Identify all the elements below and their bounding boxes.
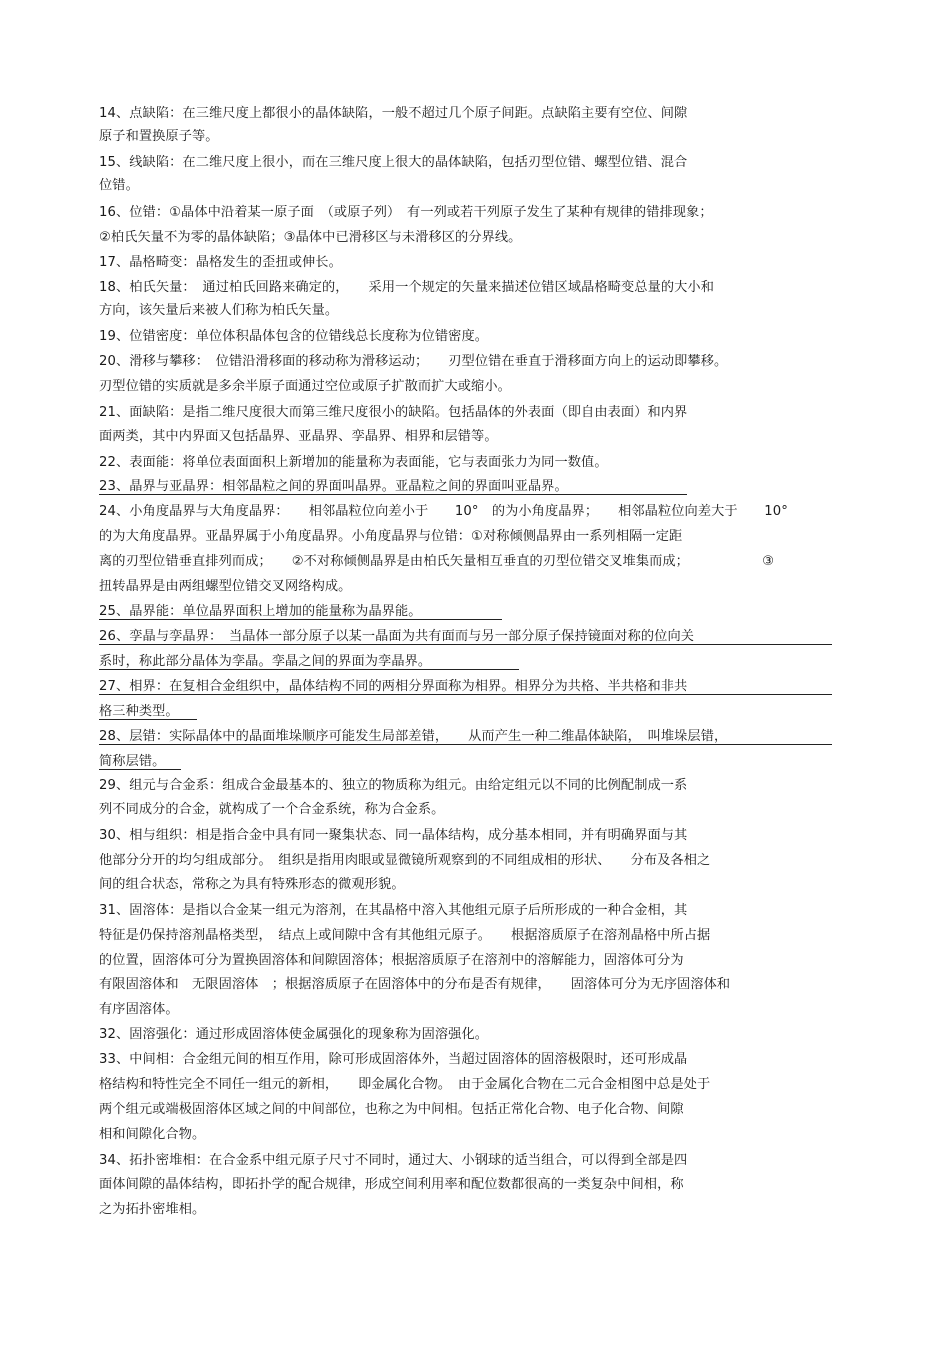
underline-rule [99, 669, 519, 670]
text-line: 19、位错密度：单位体积晶体包含的位错线总长度称为位错密度。 [99, 329, 489, 344]
text-line: 31、固溶体：是指以合金某一组元为溶剂，在其晶格中溶入其他组元原子后所形成的一种合金相，其 [99, 903, 688, 918]
underline-rule [99, 719, 197, 720]
text-line: 扭转晶界是由两组螺型位错交叉网络构成。 [99, 579, 352, 594]
text-line: 方向，该矢量后来被人们称为柏氏矢量。 [99, 303, 339, 318]
text-line: 特征是仍保持溶剂晶格类型， 结点上或间隙中含有其他组元原子。 根据溶质原子在溶剂晶格中所占据 [99, 928, 711, 943]
text-line: 34、拓扑密堆相：在合金系中组元原子尺寸不同时，通过大、小钢球的适当组合，可以得到全部是四 [99, 1153, 688, 1168]
underline-rule [99, 744, 832, 745]
text-line: 他部分分开的均匀组成部分。 组织是指用肉眼或显微镜所观察到的不同组成相的形状、 分布及各相之 [99, 853, 711, 868]
text-line: 间的组合状态，常称之为具有特殊形态的微观形貌。 [99, 877, 405, 892]
text-line: 20、滑移与攀移： 位错沿滑移面的移动称为滑移运动； 刃型位错在垂直于滑移面方向上的运动即攀移。 [99, 354, 728, 369]
text-line: 格结构和特性完全不同任一组元的新相， 即金属化合物。 由于金属化合物在二元合金相图中总是处于 [99, 1077, 711, 1092]
text-line: 列不同成分的合金，就构成了一个合金系统，称为合金系。 [99, 802, 445, 817]
text-line: 离的刃型位错垂直排列而成； ②不对称倾侧晶界是由柏氏矢量相互垂直的刃型位错交叉堆集而成； ③ [99, 554, 775, 569]
text-line: 简称层错。 [99, 754, 166, 769]
underline-rule [99, 769, 181, 770]
text-line: 30、相与组织：相是指合金中具有同一聚集状态、同一晶体结构，成分基本相同，并有明确界面与其 [99, 828, 688, 843]
text-line: 27、相界：在复相合金组织中，晶体结构不同的两相分界面称为相界。相界分为共格、半共格和非共 [99, 679, 688, 694]
underline-rule [99, 494, 687, 495]
text-line: 面两类，其中内界面又包括晶界、亚晶界、孪晶界、相界和层错等。 [99, 429, 498, 444]
text-line: 刃型位错的实质就是多余半原子面通过空位或原子扩散而扩大或缩小。 [99, 379, 511, 394]
text-line: 原子和置换原子等。 [99, 129, 219, 144]
text-line: 的为大角度晶界。亚晶界属于小角度晶界。小角度晶界与位错：①对称倾侧晶界由一系列相隔一定距 [99, 529, 683, 544]
underline-rule [99, 619, 502, 620]
text-line: 24、小角度晶界与大角度晶界： 相邻晶粒位向差小于 10° 的为小角度晶界； 相邻晶粒位向差大于 10° [99, 504, 788, 519]
text-line: 14、点缺陷：在三维尺度上都很小的晶体缺陷，一般不超过几个原子间距。点缺陷主要有空位、间隙 [99, 106, 688, 121]
text-line: 面体间隙的晶体结构，即拓扑学的配合规律，形成空间利用率和配位数都很高的一类复杂中间相，称 [99, 1177, 684, 1192]
text-line: 位错。 [99, 178, 139, 193]
text-line: 23、晶界与亚晶界：相邻晶粒之间的界面叫晶界。亚晶粒之间的界面叫亚晶界。 [99, 479, 568, 494]
underline-rule [99, 694, 832, 695]
text-line: 16、位错：①晶体中沿着某一原子面 （或原子列） 有一列或若干列原子发生了某种有规律的错排现象； [99, 205, 713, 220]
text-line: 格三种类型。 [99, 704, 179, 719]
text-line: ②柏氏矢量不为零的晶体缺陷；③晶体中已滑移区与未滑移区的分界线。 [99, 230, 522, 245]
text-line: 15、线缺陷：在二维尺度上很小，而在三维尺度上很大的晶体缺陷，包括刃型位错、螺型位错、混合 [99, 155, 688, 170]
underline-rule [99, 644, 832, 645]
text-line: 有序固溶体。 [99, 1002, 179, 1017]
text-line: 32、固溶强化：通过形成固溶体使金属强化的现象称为固溶强化。 [99, 1027, 489, 1042]
text-line: 相和间隙化合物。 [99, 1127, 206, 1142]
text-line: 26、孪晶与孪晶界： 当晶体一部分原子以某一晶面为共有面而与另一部分原子保持镜面对称的位向关 [99, 629, 695, 644]
text-line: 17、晶格畸变：晶格发生的歪扭或伸长。 [99, 255, 342, 270]
text-line: 有限固溶体和 无限固溶体 ；根据溶质原子在固溶体中的分布是否有规律， 固溶体可分为无序固溶体和 [99, 977, 731, 992]
text-line: 21、面缺陷：是指二维尺度很大而第三维尺度很小的缺陷。包括晶体的外表面（即自由表面）和内界 [99, 405, 688, 420]
text-line: 系时，称此部分晶体为孪晶。孪晶之间的界面为孪晶界。 [99, 654, 432, 669]
text-line: 29、组元与合金系：组成合金最基本的、独立的物质称为组元。由给定组元以不同的比例配制成一系 [99, 778, 688, 793]
text-line: 的位置，固溶体可分为置换固溶体和间隙固溶体；根据溶质原子在溶剂中的溶解能力，固溶体可分为 [99, 953, 684, 968]
text-line: 22、表面能：将单位表面面积上新增加的能量称为表面能，它与表面张力为同一数值。 [99, 455, 608, 470]
text-line: 之为拓扑密堆相。 [99, 1202, 206, 1217]
text-line: 25、晶界能：单位晶界面积上增加的能量称为晶界能。 [99, 604, 422, 619]
text-line: 33、中间相：合金组元间的相互作用，除可形成固溶体外，当超过固溶体的固溶极限时，还可形成晶 [99, 1052, 688, 1067]
text-line: 两个组元或端极固溶体区域之间的中间部位，也称之为中间相。包括正常化合物、电子化合物、间隙 [99, 1102, 684, 1117]
text-line: 28、层错：实际晶体中的晶面堆垛顺序可能发生局部差错， 从而产生一种二维晶体缺陷， 叫堆垛层错， [99, 729, 728, 744]
text-line: 18、柏氏矢量： 通过柏氏回路来确定的， 采用一个规定的矢量来描述位错区域晶格畸变总量的大小和 [99, 280, 715, 295]
